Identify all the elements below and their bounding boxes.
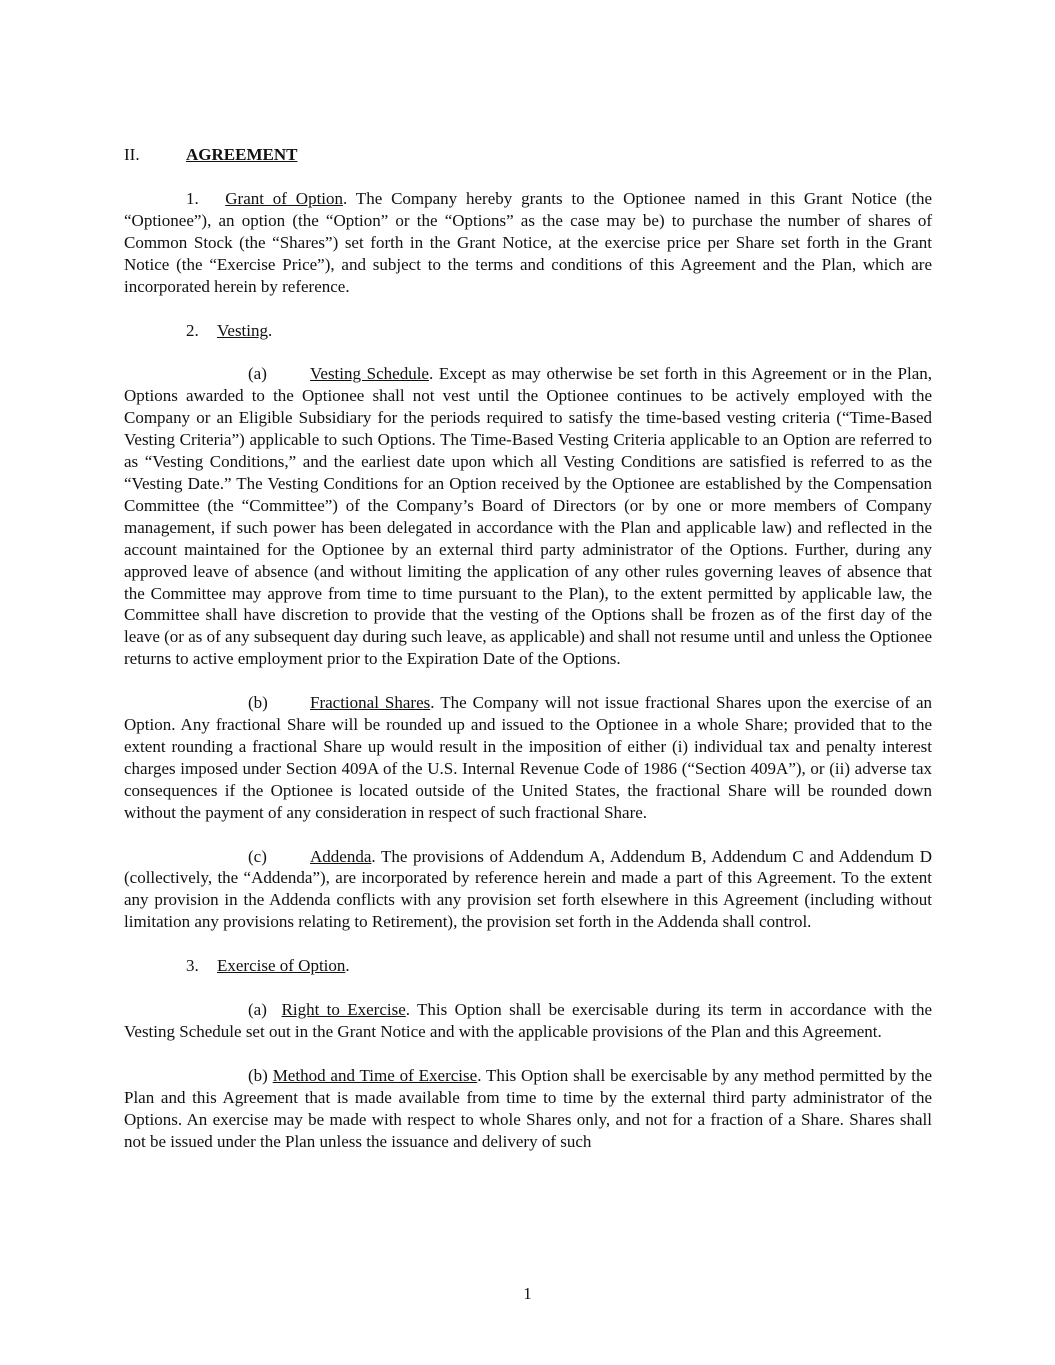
clause-2b-title: Fractional Shares xyxy=(310,693,431,713)
section-1-text: . The Company hereby grants to the Optionee named in this Grant Notice (the “Optionee”), an option (the “Option” or the “Options” as the case may be) to purchase the number of shares of Common Stock (the “Shares”) set forth in the Grant Notice, at the exercise price per Share set forth in the Grant Notice (the “Exercise Price”), and subject to the terms and conditions of this Agreement and the Plan, which are incorporated herein by reference. xyxy=(124,189,933,296)
section-3-title: Exercise of Option xyxy=(217,956,346,976)
clause-2c-text: . The provisions of Addendum A, Addendum B, Addendum C and Addendum D (collectively, the “Addenda”), are incorporated by reference herein and made a part of this Agreement. To the extent any provision in the Addenda conflicts with any provision set forth elsewhere in this Agreement (including without limitation any provisions relating to Retirement), the provision set forth in the Addenda shall control. xyxy=(124,846,932,932)
clause-2c-title: Addenda xyxy=(310,846,372,866)
section-3-number: 3. xyxy=(186,956,199,976)
clause-3b-method-and-time xyxy=(124,1065,932,1153)
clause-3b-title: Method and Time of Exercise xyxy=(272,1065,478,1085)
clause-3a-right-to-exercise xyxy=(124,999,932,1043)
clause-2b-label: (b) xyxy=(248,693,268,713)
page-number: 1 xyxy=(523,1284,532,1303)
clause-3a-label: (a) xyxy=(248,1000,267,1020)
section-1-grant-of-option xyxy=(124,188,932,298)
clause-3a-text: . This Option shall be exercisable during its term in accordance with the Vesting Schedule set out in the Grant Notice and with the applicable provisions of the Plan and this Agreement. xyxy=(124,1000,932,1041)
clause-2c-addenda xyxy=(124,846,932,934)
section-2-number: 2. xyxy=(186,320,199,340)
article-title: AGREEMENT xyxy=(186,145,298,164)
section-3-period: . xyxy=(345,956,350,976)
clause-2a-text: . Except as may otherwise be set forth in this Agreement or in the Plan, Options awarded to the Optionee shall not vest until the Optionee continues to be actively employed with the Company or an Eligible Subsidiary for the periods required to satisfy the time-based vesting criteria (“Time-Based Vesting Criteria”) applicable to such Options. The Time-Based Vesting Criteria applicable to an Option are referred to as “Vesting Conditions,” and the earliest date upon which all Vesting Conditions are satisfied is referred to as the “Vesting Date.” The Vesting Conditions for an Option received by the Optionee are established by the Compensation Committee (the “Committee”) of the Company’s Board of Directors (or by one or more members of Company management, if such power has been delegated in accordance with the Plan and applicable law) and reflected in the account maintained for the Optionee by an external third party administrator of the Options. Further, during any approved leave of absence (and without limiting the application of any other rules governing leaves of absence that the Committee may approve from time to time pursuant to the Plan), to the extent permitted by applicable law, the Committee shall have discretion to provide that the vesting of the Options shall be frozen as of the first day of the leave (or as of any subsequent day during such leave, as applicable) and shall not resume until and unless the Optionee returns to active employment prior to the Expiration Date of the Options. xyxy=(124,364,932,669)
section-1-title: Grant of Option xyxy=(225,189,344,208)
clause-3b-label: (b) xyxy=(248,1065,268,1085)
clause-2a-label: (a) xyxy=(248,364,267,384)
section-1-number: 1. xyxy=(186,189,199,208)
clause-2b-fractional-shares xyxy=(124,692,932,823)
article-number: II. xyxy=(124,145,140,164)
section-2-period: . xyxy=(268,320,273,340)
clause-3a-title: Right to Exercise xyxy=(281,1000,406,1020)
clause-3b-text: . This Option shall be exercisable by any method permitted by the Plan and this Agreement that is made available from time to time by the external third party administrator of the Options. An exercise may be made with respect to whole Shares only, and not for a fraction of a Share. Shares shall not be issued under the Plan unless the issuance and delivery of such xyxy=(124,1065,932,1151)
clause-2c-label: (c) xyxy=(248,846,267,866)
article-heading xyxy=(124,144,932,166)
section-3-heading xyxy=(124,955,932,977)
section-2-heading xyxy=(124,320,932,342)
clause-2b-text: . The Company will not issue fractional Shares upon the exercise of an Option. Any fractional Share will be rounded up and issued to the Optionee in a whole Share; provided that to the extent rounding a fractional Share up would result in the imposition of either (i) individual tax and penalty interest charges imposed under Section 409A of the U.S. Internal Revenue Code of 1986 (“Section 409A”), or (ii) adverse tax consequences if the Optionee is located outside of the United States, the fractional Share will be rounded down without the payment of any consideration in respect of such fractional Share. xyxy=(124,693,932,822)
clause-2a-title: Vesting Schedule xyxy=(310,364,429,384)
section-2-title: Vesting xyxy=(217,320,268,340)
document-body xyxy=(124,144,932,1175)
clause-2a-vesting-schedule xyxy=(124,363,932,670)
